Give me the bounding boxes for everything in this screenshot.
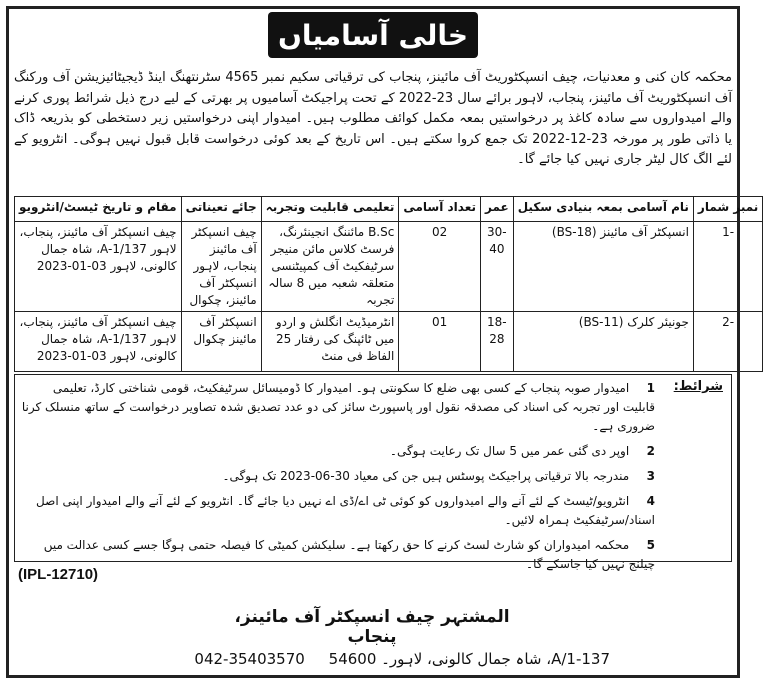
phone-number: 042-35403570 [194,650,305,668]
condition-text: اوپر دی گئی عمر میں 5 سال تک رعایت ہوگی۔ [389,444,630,458]
conditions-title: شرائط: [673,379,723,394]
header-age: عمر [480,197,513,222]
street-address: 137-A/1، شاہ جمال کالونی، لاہور۔ 54600 [328,650,610,668]
intro-paragraph: محکمہ کان کنی و معدنیات، چیف انسپکٹوریٹ آف مائینز، پنجاب کی ترقیاتی سکیم نمبر 4565 سٹرنتھنگ اینڈ ڈیجیٹائیزیشن آف ورکنگ آف انسپکٹوریٹ آف مائینز، پنجاب، لاہور برائے سال 23-2022 کے تحت پراجیکٹ آسامیوں پر بھرتی کے لیے درج ذیل شرائط پوری کرنے والے امیدواروں سے سادہ کاغذ پر درخواستیں بمعہ مکمل کوائف مطلوب ہیں۔ امیدوار اپنی درخواستیں زیر دستخطی کو بذریعہ ڈاک یا ذاتی طور پر مورخہ 23-12-2022 تک جمع کروا سکتے ہیں۔ اس تاریخ کے بعد کوئی درخواست قابل قبول نہیں ہوگی۔ انٹرویو کے لئے الگ کال لیٹر جاری نہیں کیا جائے گا۔ [14,70,732,167]
condition-number: 3 [646,469,655,483]
cell-post-name: انسپکٹر آف مائینز (BS-18) [513,222,693,312]
contact-address [150,650,610,668]
list-item [21,442,655,461]
list-item [21,492,655,530]
advertiser-signature: المشتہر چیف انسپکٹر آف مائینز، پنجاب [234,607,510,647]
conditions-box [14,374,732,571]
table-row [15,222,763,312]
cell-venue-date: چیف انسپکٹر آف مائینز، پنجاب، لاہور 137/A-1، شاہ جمال کالونی، لاہور 03-01-2023 [15,312,182,372]
list-item [21,536,655,574]
header-sr: نمبر شمار [693,197,762,222]
header-place-of-posting: جائے تعیناتی [181,197,261,222]
table-header-row [15,197,763,222]
condition-text: محکمہ امیدواران کو شارٹ لسٹ کرنے کا حق رکھتا ہے۔ سلیکشن کمیٹی کا فیصلہ حتمی ہوگا جسے کسی عدالت میں چیلنج نہیں کیا جاسکے گا۔ [43,538,655,571]
header-count: تعداد آسامی [399,197,481,222]
condition-text: انٹرویو/ٹیسٹ کے لئے آنے والے امیدواروں کو کوئی ٹی اے/ڈی اے نہیں دیا جائے گا۔ انٹرویو کے لئے آنے والے امیدوار اپنی اصل اسناد/سرٹیفکیٹ ہمراہ لائیں۔ [36,494,655,527]
header-post-name: نام آسامی بمعہ بنیادی سکیل [513,197,693,222]
ipl-code: (IPL-12710) [18,566,99,583]
cell-age: 30-40 [480,222,513,312]
header-venue-date: مقام و تاریخ ٹیسٹ/انٹرویو [15,197,182,222]
cell-count: 02 [399,222,481,312]
header-qualification: تعلیمی قابلیت وتجربہ [261,197,399,222]
cell-qualification: B.Sc مائننگ انجینئرنگ، فرسٹ کلاس مائن منیجر سرٹیفکیٹ آف کمپیٹنسی متعلقہ شعبہ میں 8 سالہ تجربہ [261,222,399,312]
condition-number: 2 [646,444,655,458]
condition-number: 1 [646,381,655,395]
cell-place-of-posting: چیف انسپکٹر آف مائینز پنجاب، لاہور انسپکٹر آف مائینز، چکوال [181,222,261,312]
cell-count: 01 [399,312,481,372]
cell-sr: -1 [693,222,762,312]
cell-age: 18-28 [480,312,513,372]
condition-number: 5 [646,538,655,552]
cell-sr: -2 [693,312,762,372]
cell-qualification: انٹرمیڈیٹ انگلش و اردو میں ٹائپنگ کی رفتار 25 الفاظ فی منٹ [261,312,399,372]
cell-place-of-posting: انسپکٹر آف مائینز چکوال [181,312,261,372]
posts-table [14,196,763,372]
list-item [21,379,655,436]
condition-text: امیدوار صوبہ پنجاب کے کسی بھی ضلع کا سکونتی ہو۔ امیدوار کا ڈومیسائل سرٹیفکیٹ، قومی شناختی کارڈ، تعلیمی قابلیت اور تجربہ کی اسناد کی مصدقہ نقول اور پاسپورٹ سائز کی دو عدد تصدیق شدہ تصاویر درخواست کے ساتھ منسلک کرنا ضروری ہے۔ [21,381,655,433]
cell-venue-date: چیف انسپکٹر آف مائینز، پنجاب، لاہور 137/A-1، شاہ جمال کالونی، لاہور 03-01-2023 [15,222,182,312]
cell-post-name: جونیئر کلرک (BS-11) [513,312,693,372]
condition-text: مندرجہ بالا ترقیاتی پراجیکٹ پوسٹس ہیں جن کی معیاد 30-06-2023 تک ہوگی۔ [222,469,630,483]
list-item [21,467,655,486]
condition-number: 4 [646,494,655,508]
vacancies-banner: خالی آسامیاں [268,12,478,58]
table-row [15,312,763,372]
conditions-list [21,379,725,574]
